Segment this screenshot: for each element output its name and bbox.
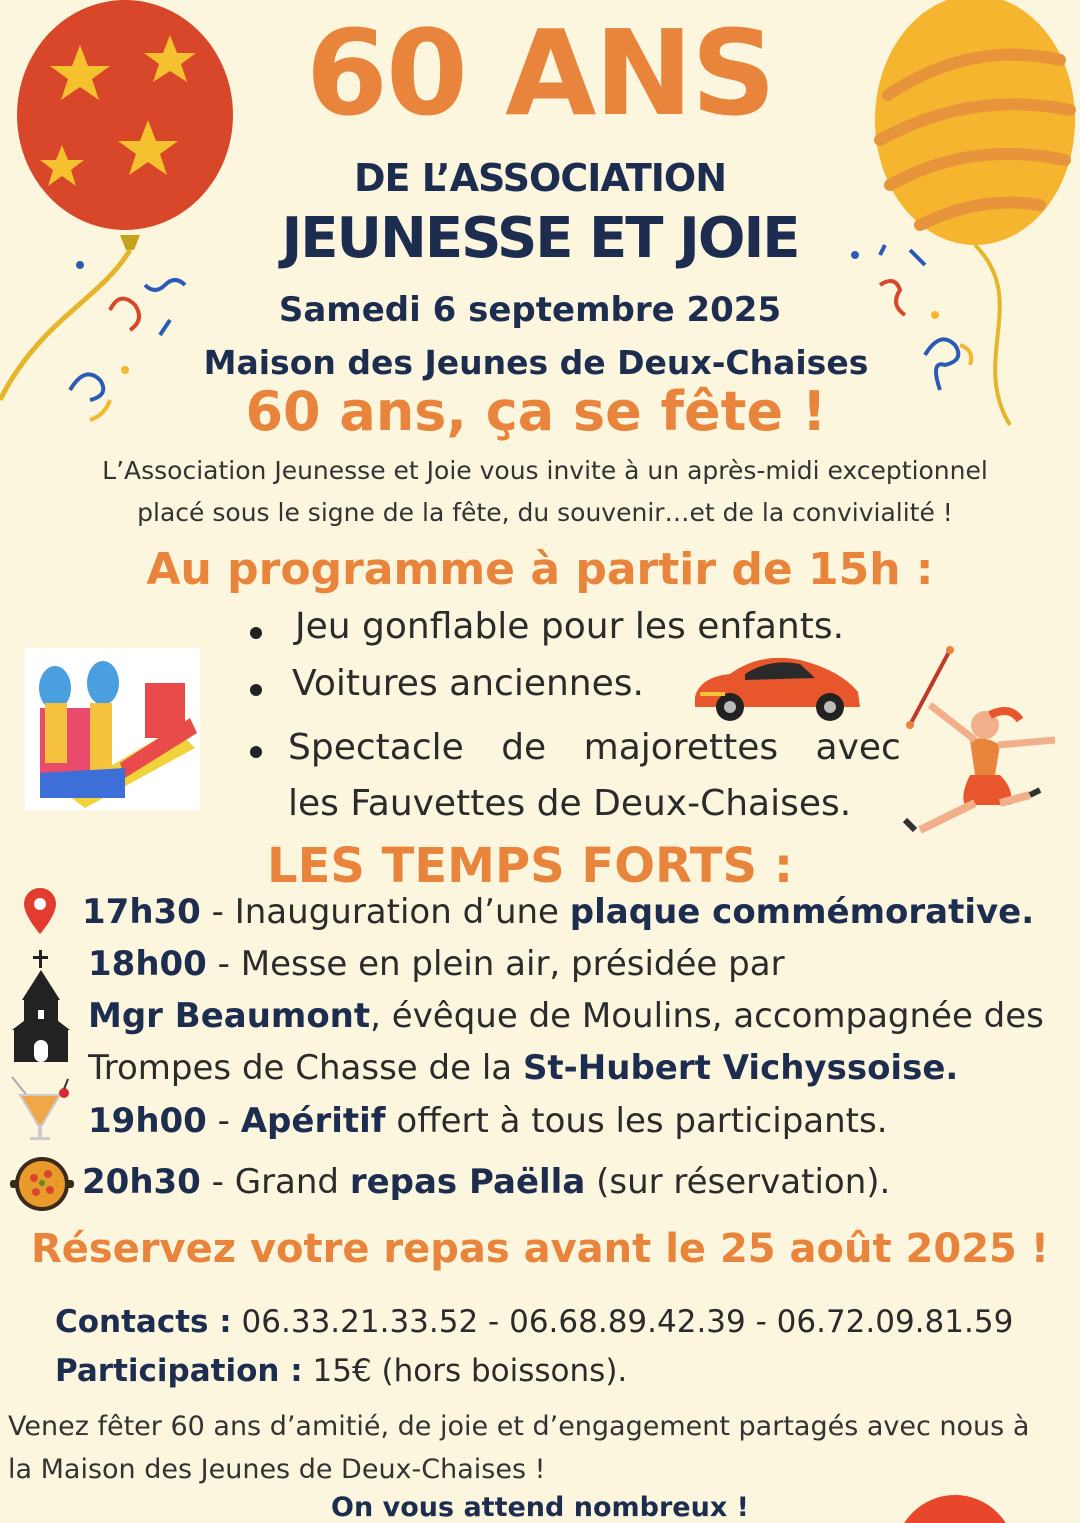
event-text: , évêque de Moulins, accompagnée des <box>370 996 1044 1036</box>
association-name: JEUNESSE ET JOIE <box>281 206 799 271</box>
majorette-illustration <box>890 645 1070 865</box>
event-time: 19h00 <box>88 1101 207 1141</box>
event-sep: - Grand <box>200 1162 350 1202</box>
closing-line: la Maison des Jeunes de Deux-Chaises ! <box>8 1454 546 1485</box>
event-text: Inauguration d’une <box>234 892 570 932</box>
event-bold: Apéritif <box>240 1101 386 1141</box>
event-1900 <box>88 1101 888 1141</box>
participation-price: 15€ (hors boissons). <box>302 1353 628 1389</box>
cocktail-icon <box>8 1073 70 1143</box>
intro-line: L’Association Jeunesse et Joie vous invite à un après-midi exceptionnel <box>102 456 988 485</box>
closing-paragraph <box>8 1405 1076 1491</box>
temps-forts-title: LES TEMPS FORTS : <box>266 838 794 894</box>
event-time: 18h00 <box>88 944 207 984</box>
event-bold: plaque commémorative. <box>569 892 1035 932</box>
event-text: Messe en plein air, présidée par <box>240 944 785 984</box>
church-icon <box>10 948 72 1064</box>
event-sep: - <box>200 892 235 932</box>
program-title: Au programme à partir de 15h : <box>146 544 934 595</box>
participation-row <box>55 1353 627 1389</box>
contacts-row <box>55 1304 1013 1340</box>
event-place: Maison des Jeunes de Deux-Chaises <box>203 343 869 382</box>
reservation-notice: Réservez votre repas avant le 25 août 2025 ! <box>30 1226 1050 1272</box>
closing-line: Venez fêter 60 ans d’amitié, de joie et d’engagement partagés avec nous à <box>8 1411 1030 1442</box>
event-2030 <box>82 1162 890 1202</box>
event-sep: - <box>206 944 241 984</box>
participation-label: Participation : <box>55 1353 303 1389</box>
event-1800-line2 <box>88 996 1044 1036</box>
intro-paragraph <box>20 450 1070 534</box>
map-pin-icon <box>22 886 58 936</box>
event-bold: St-Hubert Vichyssoise. <box>522 1048 959 1088</box>
event-sep: - <box>206 1101 241 1141</box>
vintage-car-illustration <box>690 652 865 722</box>
program-item: Spectacle de majorettes avec <box>288 727 901 768</box>
contacts-label: Contacts : <box>55 1304 232 1340</box>
event-1800 <box>88 944 785 984</box>
bouncy-castle-illustration <box>25 648 200 810</box>
intro-line: placé sous le signe de la fête, du souvenir…et de la convivialité ! <box>137 498 953 527</box>
slogan: 60 ans, ça se fête ! <box>245 380 827 443</box>
event-time: 17h30 <box>82 892 201 932</box>
bullet-dot <box>250 684 262 696</box>
event-bold: repas Paëlla <box>349 1162 586 1202</box>
headline-title: 60 ANS <box>305 4 775 142</box>
contacts-phones: 06.33.21.33.52 - 06.68.89.42.39 - 06.72.09.81.59 <box>231 1304 1014 1340</box>
event-text: (sur réservation). <box>585 1162 891 1202</box>
event-text: Trompes de Chasse de la <box>88 1048 523 1088</box>
event-time: 20h30 <box>82 1162 201 1202</box>
paella-icon <box>8 1150 76 1218</box>
program-item: Voitures anciennes. <box>292 663 644 704</box>
event-1800-line3 <box>88 1048 958 1088</box>
closing-tagline: On vous attend nombreux ! <box>331 1492 749 1523</box>
event-1730 <box>82 892 1034 932</box>
bullet-dot <box>250 627 262 639</box>
bullet-dot <box>250 746 262 758</box>
event-bold: Mgr Beaumont <box>88 996 371 1036</box>
event-text: offert à tous les participants. <box>385 1101 888 1141</box>
association-line: DE L’ASSOCIATION <box>353 156 727 200</box>
program-item: Jeu gonflable pour les enfants. <box>295 606 845 647</box>
event-date: Samedi 6 septembre 2025 <box>278 290 782 330</box>
program-item-continued: les Fauvettes de Deux-Chaises. <box>288 783 852 824</box>
